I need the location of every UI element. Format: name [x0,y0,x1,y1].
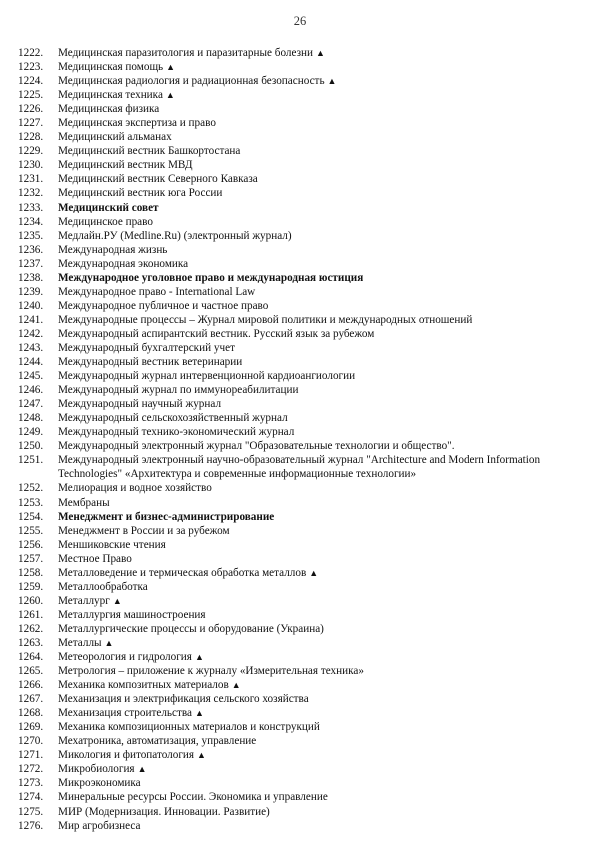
entry-title [58,664,588,678]
entry-title-text: Международный сельскохозяйственный журнал [58,412,288,425]
entry-number: 1232. [18,187,44,200]
entry-number: 1234. [18,215,44,228]
entry-title-text: Механика композитных материалов [58,679,229,692]
list-item [18,172,588,186]
list-item [18,706,588,720]
entry-title [58,608,588,622]
list-item [18,341,588,355]
entry-number: 1243. [18,341,44,354]
entry-title-text: Международный журнал интервенционной кардиоангиологии [58,370,356,383]
entry-number: 1255. [18,524,44,537]
list-item [18,776,588,790]
list-item [18,299,588,313]
triangle-marker-icon: ▲ [315,48,325,58]
entry-title-text: Международное публичное и частное право [58,299,269,312]
entry-title [58,481,588,495]
entry-number: 1250. [18,440,44,453]
entry-number: 1257. [18,552,44,565]
entry-number: 1276. [18,819,44,832]
entry-title [58,158,588,172]
list-item [18,383,588,397]
entry-title [58,172,588,186]
entry-number: 1251. [18,454,44,467]
entry-number: 1230. [18,159,44,172]
entry-title-text: Микробиология [58,763,135,776]
triangle-marker-icon: ▲ [166,62,176,73]
list-item [18,88,588,102]
list-item [18,186,588,200]
entry-title [58,692,588,706]
list-item [18,538,588,552]
triangle-marker-icon: ▲ [104,637,114,648]
list-item [18,313,588,327]
entry-title [58,130,588,144]
entry-title-text: Международная жизнь [58,243,168,256]
triangle-marker-icon: ▲ [194,652,204,663]
entry-number: 1265. [18,665,44,678]
entry-title [58,552,588,566]
entry-number: 1270. [18,735,44,748]
entry-title-text: Метрология – приложение к журналу «Измерительная техника» [58,665,364,678]
list-item [18,481,588,495]
list-item [18,664,588,678]
entry-number: 1229. [18,145,44,158]
entry-number: 1264. [18,651,44,664]
triangle-marker-icon: ▲ [197,750,206,761]
entry-title [58,566,588,580]
entry-number: 1260. [18,594,44,607]
list-item [18,369,588,383]
entry-title-text: Медлайн.РУ (Medline.Ru) (электронный журнал) [58,229,292,242]
entry-number: 1248. [18,412,44,425]
entry-title-text: Менеджмент и бизнес-администрирование [58,510,275,523]
entry-number: 1269. [18,721,44,734]
entry-number: 1224. [18,75,44,88]
entry-title-text: Международное уголовное право и международная юстиция [58,271,364,284]
entry-title-text: Медицинская паразитология и паразитарные болезни [58,47,313,59]
entry-title-text: Меншиковские чтения [58,538,166,551]
entry-title-text: Механизация и электрификация сельского хозяйства [58,693,309,706]
entry-number: 1236. [18,243,44,256]
entry-title-text: Микология и фитопатология [58,749,195,762]
entry-title [58,116,588,130]
entry-title-text: Медицинская техника [58,89,163,102]
entry-title-text: Медицинская физика [58,103,160,116]
entry-title [58,425,588,439]
list-item [18,439,588,453]
entry-title-text: Мир агробизнеса [58,819,141,832]
entry-title-text: Международный технико-экономический журнал [58,426,295,439]
entry-title [58,706,588,720]
entry-number: 1240. [18,299,44,312]
page-number: 26 [293,14,307,28]
list-item [18,327,588,341]
triangle-marker-icon: ▲ [112,595,122,606]
entry-title-text: Международный бухгалтерский учет [58,341,235,354]
entry-number: 1271. [18,749,44,762]
entry-number: 1259. [18,580,44,593]
entry-title [58,762,588,776]
entry-number: 1246. [18,384,44,397]
entry-title [58,271,588,285]
list-item [18,453,588,481]
entry-title [58,496,588,510]
list-item [18,496,588,510]
entry-title [58,186,588,200]
entry-title-text: Международный научный журнал [58,398,222,411]
triangle-marker-icon: ▲ [165,90,175,101]
entry-number: 1241. [18,313,44,326]
entry-title [58,748,588,762]
entry-title-text: Международное право - International Law [58,285,256,298]
entry-title-text: Международный аспирантский вестник. Русский язык за рубежом [58,327,375,340]
list-item [18,594,588,608]
entry-title-text: Международная экономика [58,257,189,270]
entry-title-text: Механизация строительства [58,707,192,720]
entry-number: 1235. [18,229,44,242]
entry-title [58,243,588,257]
list-item [18,144,588,158]
entry-number: 1249. [18,426,44,439]
entry-number: 1262. [18,622,44,635]
entry-title-text: Микроэкономика [58,777,141,790]
journal-list [18,46,588,833]
entry-title-text: Металлообработка [58,580,148,593]
entry-title [58,229,588,243]
list-item [18,271,588,285]
entry-title-text: Металлы [58,636,102,649]
list-item [18,734,588,748]
entry-number: 1237. [18,257,44,270]
entry-title-text: Международный электронный научно-образовательный журнал "Architecture and Modern Information Technologies" «Архитектура и современные информационные технологии» [58,454,543,481]
entry-title-text: Металлургические процессы и оборудование (Украина) [58,622,324,635]
entry-number: 1225. [18,89,44,102]
list-item [18,580,588,594]
entry-title-text: Мелиорация и водное хозяйство [58,482,212,495]
entry-title-text: Международный вестник ветеринарии [58,356,243,369]
entry-title-text: Медицинская радиология и радиационная безопасность [58,75,325,88]
entry-number: 1227. [18,117,44,130]
entry-number: 1254. [18,510,44,523]
entry-title [58,299,588,313]
entry-title [58,369,588,383]
entry-title [58,327,588,341]
entry-title [58,341,588,355]
entry-title-text: Международный электронный журнал "Образовательные технологии и общество". [58,440,455,453]
entry-title-text: Мехатроника, автоматизация, управление [58,735,257,748]
list-item [18,46,588,60]
list-item [18,257,588,271]
entry-title [58,313,588,327]
entry-title-text: Медицинский вестник Северного Кавказа [58,173,258,186]
triangle-marker-icon: ▲ [327,76,337,87]
entry-title [58,819,588,833]
entry-title-text: Медицинская помощь [58,61,164,74]
list-item [18,608,588,622]
triangle-marker-icon: ▲ [137,764,147,775]
list-item [18,215,588,229]
entry-title-text: Метеорология и гидрология [58,651,192,664]
entry-title-text: Минеральные ресурсы России. Экономика и управление [58,791,328,804]
list-item [18,524,588,538]
entry-title [58,74,588,88]
entry-title-text: Местное Право [58,552,132,565]
entry-title [58,383,588,397]
list-item [18,819,588,833]
entry-number: 1268. [18,707,44,720]
list-item [18,790,588,804]
entry-title-text: Медицинский вестник Башкортостана [58,145,241,158]
entry-number: 1223. [18,61,44,74]
entry-title [58,439,588,453]
entry-title-text: Международный журнал по иммунореабилитации [58,384,299,397]
list-item [18,158,588,172]
entry-number: 1228. [18,131,44,144]
list-item [18,748,588,762]
entry-title [58,650,588,664]
entry-title-text: Медицинский альманах [58,131,172,144]
entry-number: 1242. [18,327,44,340]
entry-title [58,510,588,524]
entry-title-text: Медицинская экспертиза и право [58,117,216,130]
list-item [18,130,588,144]
entry-title-text: Мембраны [58,496,110,509]
list-item [18,510,588,524]
entry-title [58,636,588,650]
entry-title [58,397,588,411]
list-item [18,636,588,650]
triangle-marker-icon: ▲ [231,680,241,691]
entry-title-text: Медицинский вестник юга России [58,187,223,200]
list-item [18,397,588,411]
list-item [18,762,588,776]
list-item [18,243,588,257]
entry-title [58,453,588,481]
entry-number: 1245. [18,370,44,383]
entry-number: 1226. [18,103,44,116]
list-item [18,622,588,636]
entry-title-text: Менеджмент в России и за рубежом [58,524,230,537]
entry-number: 1261. [18,608,44,621]
list-item [18,692,588,706]
entry-title [58,790,588,804]
entry-title-text: Международные процессы – Журнал мировой политики и международных отношений [58,313,473,326]
entry-number: 1266. [18,679,44,692]
entry-title [58,622,588,636]
entry-title [58,60,588,74]
entry-number: 1233. [18,201,44,214]
entry-title-text: Медицинский вестник МВД [58,159,193,172]
entry-number: 1274. [18,791,44,804]
entry-number: 1275. [18,805,44,818]
entry-number: 1222. [18,47,44,59]
list-item [18,201,588,215]
list-item [18,566,588,580]
entry-number: 1267. [18,693,44,706]
entry-title [58,46,588,60]
entry-title [58,734,588,748]
list-item [18,116,588,130]
entry-title [58,720,588,734]
entry-title [58,805,588,819]
entry-title-text: Металлург [58,594,110,607]
entry-title [58,355,588,369]
entry-number: 1258. [18,566,44,579]
list-item [18,411,588,425]
entry-title [58,411,588,425]
entry-title-text: Механика композиционных материалов и конструкций [58,721,320,734]
entry-title-text: Медицинский совет [58,201,159,214]
entry-title [58,538,588,552]
entry-title-text: Металловедение и термическая обработка металлов [58,566,307,579]
list-item [18,805,588,819]
entry-number: 1238. [18,271,44,284]
entry-title [58,776,588,790]
list-item [18,650,588,664]
entry-title [58,257,588,271]
entry-number: 1253. [18,496,44,509]
triangle-marker-icon: ▲ [194,708,204,719]
list-item [18,355,588,369]
entry-title-text: Медицинское право [58,215,153,228]
list-item [18,60,588,74]
entry-title-text: Металлургия машиностроения [58,608,206,621]
entry-title [58,524,588,538]
list-item [18,74,588,88]
entry-title [58,594,588,608]
entry-title [58,144,588,158]
entry-title-text: МИР (Модернизация. Инновации. Развитие) [58,805,270,818]
entry-title [58,201,588,215]
entry-number: 1231. [18,173,44,186]
entry-number: 1256. [18,538,44,551]
entry-number: 1247. [18,398,44,411]
entry-title [58,102,588,116]
list-item [18,102,588,116]
list-item [18,678,588,692]
entry-title [58,88,588,102]
entry-number: 1263. [18,636,44,649]
entry-title [58,285,588,299]
entry-number: 1273. [18,777,44,790]
list-item [18,425,588,439]
entry-title [58,215,588,229]
list-item [18,229,588,243]
entry-title [58,580,588,594]
entry-number: 1244. [18,356,44,369]
list-item [18,552,588,566]
entry-number: 1272. [18,763,44,776]
entry-number: 1239. [18,285,44,298]
triangle-marker-icon: ▲ [309,567,319,578]
entry-number: 1252. [18,482,44,495]
entry-title [58,678,588,692]
list-item [18,285,588,299]
list-item [18,720,588,734]
